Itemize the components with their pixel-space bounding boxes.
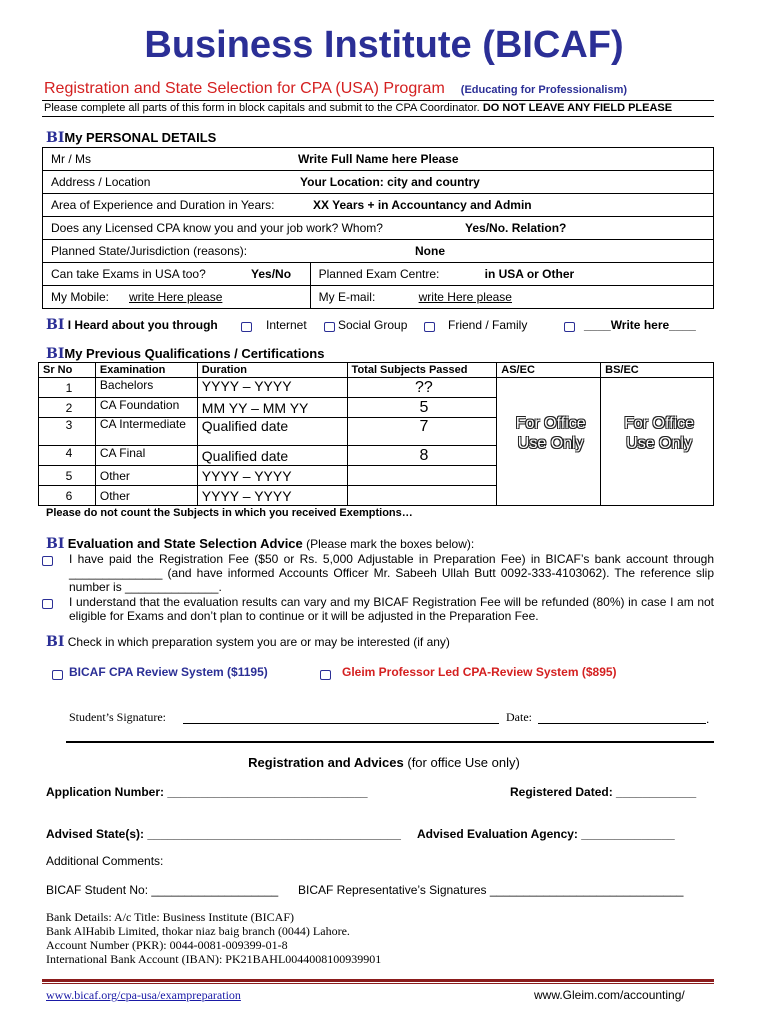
- internet-checkbox[interactable]: [241, 322, 252, 332]
- additional-comments-label: Additional Comments:: [46, 854, 164, 868]
- duration-cell[interactable]: MM YY – MM YY: [197, 398, 347, 418]
- exam-centre-field[interactable]: in USA or Other: [484, 267, 575, 281]
- field-label: My E-mail:: [318, 290, 376, 304]
- state-row[interactable]: [43, 240, 714, 263]
- table-row: [43, 148, 714, 171]
- exams-usa-cell[interactable]: [43, 263, 311, 286]
- cpa-known-row[interactable]: [43, 217, 714, 240]
- evaluation-heading: Evaluation and State Selection Advice: [67, 536, 303, 551]
- column-header: AS/EC: [497, 363, 601, 378]
- field-label: Mr / Ms: [51, 152, 91, 166]
- state-field[interactable]: None: [415, 244, 445, 258]
- subtitle-text: Registration and State Selection for CPA (USA) Program: [44, 80, 445, 97]
- gleim-review-option: Gleim Professor Led CPA-Review System ($895): [342, 665, 617, 679]
- sr-cell: 1: [39, 378, 96, 398]
- office-text: Use Only: [626, 435, 692, 452]
- mobile-field[interactable]: write Here please: [129, 290, 223, 304]
- bicaf-review-option: BICAF CPA Review System ($1195): [69, 665, 268, 679]
- evaluation-note: (Please mark the boxes below):: [306, 537, 475, 551]
- fee-paid-checkbox[interactable]: [42, 556, 53, 566]
- exam-cell[interactable]: CA Foundation: [95, 398, 197, 418]
- duration-cell[interactable]: YYYY – YYYY: [197, 486, 347, 506]
- office-text: For Office: [515, 415, 586, 432]
- exam-cell[interactable]: Other: [95, 486, 197, 506]
- field-label: Can take Exams in USA too?: [51, 267, 206, 281]
- exam-cell[interactable]: CA Final: [95, 446, 197, 466]
- office-text: For Office: [624, 415, 695, 432]
- divider: [42, 100, 714, 101]
- column-header: Total Subjects Passed: [347, 363, 497, 378]
- representative-signature-field[interactable]: BICAF Representative’s Signatures _____________________________: [298, 883, 684, 897]
- bank-line: Account Number (PKR): 0044-0081-009399-01-8: [46, 938, 288, 952]
- passed-cell[interactable]: [347, 466, 497, 486]
- bank-details: [46, 910, 381, 966]
- office-heading-note: (for office Use only): [407, 755, 520, 770]
- field-label: Address / Location: [51, 175, 151, 189]
- table-row: [43, 194, 714, 217]
- sr-cell: 5: [39, 466, 96, 486]
- instructions-text: Please complete all parts of this form in block capitals and submit to the CPA Coordinator.: [44, 102, 480, 114]
- personal-section-heading: [46, 129, 216, 147]
- social-group-checkbox[interactable]: [324, 322, 335, 332]
- table-row: [43, 286, 714, 309]
- heard-about-row: [46, 317, 218, 333]
- period: .: [706, 712, 710, 726]
- exemptions-note: Please do not count the Subjects in which you received Exemptions…: [46, 507, 413, 519]
- advised-agency-field[interactable]: Advised Evaluation Agency: ______________: [417, 827, 675, 841]
- table-row: [39, 378, 714, 398]
- table-row: [43, 240, 714, 263]
- sr-cell: 4: [39, 446, 96, 466]
- field-label: Planned Exam Centre:: [318, 267, 440, 281]
- field-label: Does any Licensed CPA know you and your job work? Whom?: [51, 221, 383, 235]
- experience-row[interactable]: [43, 194, 714, 217]
- office-use-label: [605, 414, 713, 454]
- field-label: My Mobile:: [51, 290, 110, 304]
- field-label: Area of Experience and Duration in Years:: [51, 198, 275, 212]
- student-signature-label: Student’s Signature:: [69, 710, 166, 724]
- bank-line: Bank Details: A/c Title: Business Institute (BICAF): [46, 910, 295, 924]
- office-heading-row: [0, 755, 768, 770]
- date-line[interactable]: [538, 723, 706, 724]
- bank-line: Bank AlHabib Limited, thokar niaz baig branch (0044) Lahore.: [46, 924, 350, 938]
- instructions-bold: DO NOT LEAVE ANY FIELD PLEASE: [482, 102, 673, 114]
- gleim-link[interactable]: www.Gleim.com/accounting/: [534, 988, 685, 1002]
- name-row[interactable]: [43, 148, 714, 171]
- as-ec-office-cell: [497, 378, 601, 506]
- office-use-label: [501, 414, 600, 454]
- bi-logo: BI: [46, 346, 65, 362]
- passed-cell[interactable]: 5: [347, 398, 497, 418]
- field-label: Planned State/Jurisdiction (reasons):: [51, 244, 248, 258]
- divider: [42, 116, 714, 117]
- duration-cell[interactable]: YYYY – YYYY: [197, 378, 347, 398]
- refund-checkbox[interactable]: [42, 599, 53, 609]
- instructions: [44, 102, 672, 114]
- personal-details-table: [42, 147, 714, 309]
- other-checkbox[interactable]: [564, 322, 575, 332]
- exam-cell[interactable]: CA Intermediate: [95, 418, 197, 446]
- exam-cell[interactable]: Bachelors: [95, 378, 197, 398]
- duration-cell[interactable]: YYYY – YYYY: [197, 466, 347, 486]
- duration-cell[interactable]: Qualified date: [197, 446, 347, 466]
- signature-line[interactable]: [183, 723, 499, 724]
- form-subtitle: [44, 80, 627, 98]
- qualifications-heading: My Previous Qualifications / Certifications: [64, 346, 325, 361]
- bank-line: International Bank Account (IBAN): PK21BAHL0044008100939901: [46, 952, 382, 966]
- qualifications-section-heading: [46, 345, 324, 363]
- column-header: Examination: [95, 363, 197, 378]
- exam-cell[interactable]: Other: [95, 466, 197, 486]
- duration-cell[interactable]: Qualified date: [197, 418, 347, 446]
- office-heading: Registration and Advices: [248, 755, 404, 770]
- refund-text: I understand that the evaluation results can vary and my BICAF Registration Fee will be refunded (80%) in case I am not eligible for Exams and don’t plan to continue or it will be adjusted in the Preparation Fee.: [69, 595, 714, 623]
- application-number-field[interactable]: Application Number: ______________________________: [46, 785, 368, 799]
- name-field[interactable]: Write Full Name here Please: [298, 152, 459, 166]
- table-row: [43, 263, 714, 286]
- table-row: [43, 217, 714, 240]
- exam-centre-cell[interactable]: [310, 263, 713, 286]
- passed-cell[interactable]: 7: [347, 418, 497, 446]
- table-row: [43, 171, 714, 194]
- page-title: Business Institute (BICAF): [144, 24, 624, 66]
- passed-cell[interactable]: 8: [347, 446, 497, 466]
- email-field[interactable]: write Here please: [418, 290, 512, 304]
- bi-logo: BI: [46, 536, 65, 552]
- divider: [66, 741, 714, 743]
- sr-cell: 3: [39, 418, 96, 446]
- fee-paid-text: I have paid the Registration Fee ($50 or Rs. 5,000 Adjustable in Preparation Fee) in BICAF’s bank account through ______________ (and have informed Accounts Officer Mr. Sabeeh Ullah Butt 0092-333-4103062). The reference slip number is ______________.: [69, 552, 714, 594]
- table-header-row: [39, 363, 714, 378]
- qualifications-table: [38, 362, 714, 506]
- sr-cell: 2: [39, 398, 96, 418]
- footer-divider: [42, 979, 714, 982]
- bicaf-review-checkbox[interactable]: [52, 670, 63, 680]
- bs-ec-office-cell: [601, 378, 714, 506]
- option-other[interactable]: ____Write here____: [584, 318, 696, 332]
- experience-field[interactable]: XX Years + in Accountancy and Admin: [313, 198, 532, 212]
- evaluation-heading-row: [46, 536, 474, 552]
- bicaf-exam-prep-link[interactable]: www.bicaf.org/cpa-usa/exampreparation: [46, 988, 241, 1002]
- passed-cell[interactable]: [347, 486, 497, 506]
- option-social-group: Social Group: [338, 318, 408, 332]
- advised-states-field[interactable]: Advised State(s): ______________________________________: [46, 827, 401, 841]
- column-header: Duration: [197, 363, 347, 378]
- email-cell[interactable]: [310, 286, 713, 309]
- mobile-cell[interactable]: [43, 286, 311, 309]
- column-header: BS/EC: [601, 363, 714, 378]
- prep-heading: Check in which preparation system you are or may be interested (if any): [67, 635, 450, 649]
- bi-logo: BI: [46, 634, 65, 650]
- office-text: Use Only: [517, 435, 584, 452]
- exams-usa-field[interactable]: Yes/No: [251, 267, 292, 281]
- footer-divider: [42, 983, 714, 984]
- passed-cell[interactable]: ??: [347, 378, 497, 398]
- registered-date-field[interactable]: Registered Dated: ____________: [510, 785, 697, 799]
- friend-family-checkbox[interactable]: [424, 322, 435, 332]
- location-row[interactable]: [43, 171, 714, 194]
- sr-cell: 6: [39, 486, 96, 506]
- prep-heading-row: [46, 634, 450, 650]
- option-internet: Internet: [266, 318, 307, 332]
- student-number-field[interactable]: BICAF Student No: ___________________: [46, 883, 279, 897]
- bi-logo: BI: [46, 317, 65, 333]
- date-label: Date:: [506, 710, 532, 724]
- location-field[interactable]: Your Location: city and country: [300, 175, 480, 189]
- gleim-review-checkbox[interactable]: [320, 670, 331, 680]
- column-header: Sr No: [39, 363, 96, 378]
- tagline: (Educating for Professionalism): [460, 84, 628, 96]
- cpa-known-field[interactable]: Yes/No. Relation?: [465, 221, 567, 235]
- personal-heading: My PERSONAL DETAILS: [64, 130, 217, 145]
- option-friend-family: Friend / Family: [448, 318, 528, 332]
- bi-logo: BI: [46, 130, 65, 146]
- heard-label: I Heard about you through: [67, 318, 218, 332]
